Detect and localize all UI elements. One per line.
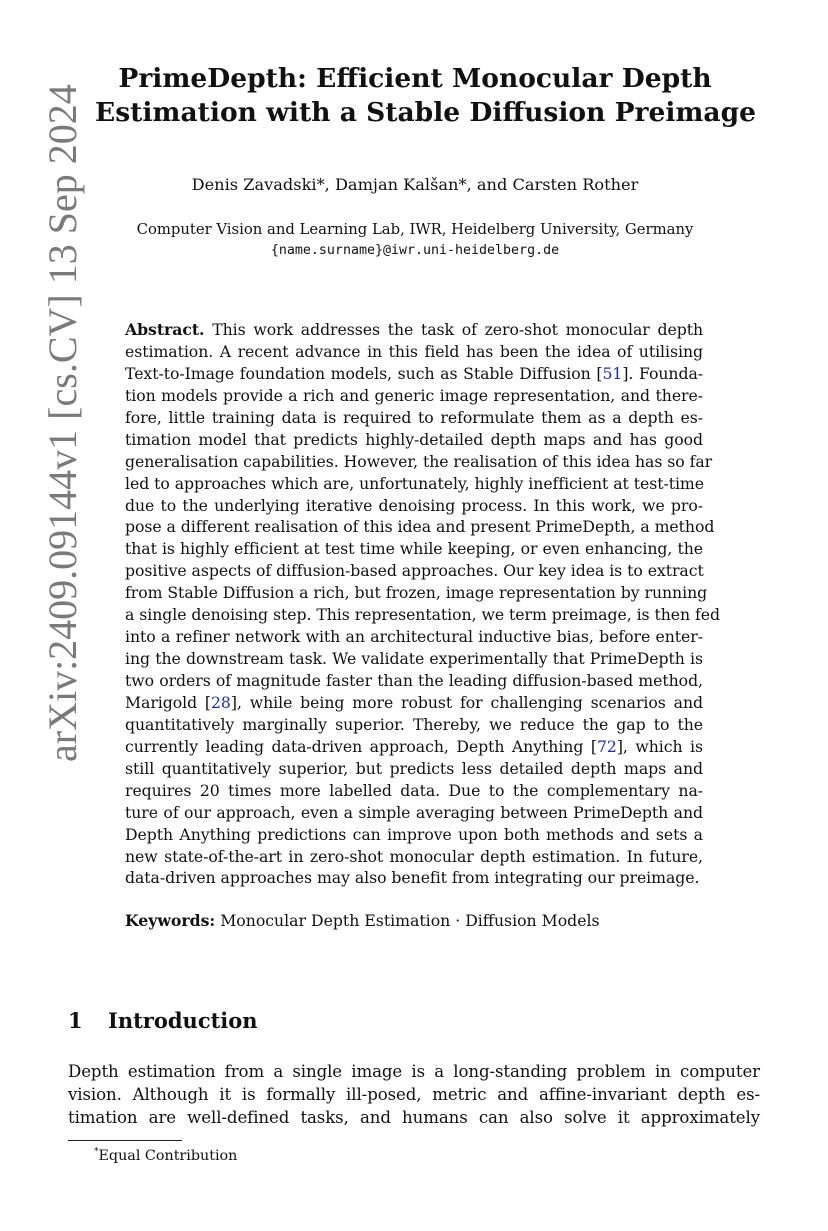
section-number: 1	[68, 1008, 83, 1033]
abstract-line: data-driven approaches may also benefit from integrating our preimage.	[125, 868, 700, 888]
body-line: Depth estimation from a single image is a long-standing problem in computer	[68, 1062, 760, 1081]
abstract-line: into a refiner network with an architectural inductive bias, before enter-	[125, 627, 703, 647]
section-heading	[68, 1008, 258, 1033]
keywords	[125, 911, 703, 930]
abstract-line: a single denoising step. This representation, we term preimage, is then fed	[125, 605, 720, 625]
affiliation-block	[95, 219, 735, 261]
title-line-1: PrimeDepth: Efficient Monocular Depth	[118, 63, 712, 94]
abstract-line: Depth Anything predictions can improve upon both methods and sets a	[125, 824, 703, 844]
abstract-line: that is highly efficient at test time while keeping, or even enhancing, the	[125, 539, 703, 559]
abstract-line: fore, little training data is required to reformulate them as a depth es-	[125, 407, 703, 427]
section-title: Introduction	[108, 1008, 258, 1033]
abstract-line: ing the downstream task. We validate experimentally that PrimeDepth is	[125, 649, 703, 669]
keywords-label: Keywords:	[125, 911, 216, 930]
abstract-line: due to the underlying iterative denoising process. In this work, we pro-	[125, 495, 703, 515]
abstract-line: ture of our approach, even a simple averaging between PrimeDepth and	[125, 802, 703, 822]
abstract-line: still quantitatively superior, but predicts less detailed depth maps and	[125, 758, 703, 778]
abstract-line: led to approaches which are, unfortunately, highly inefficient at test-time	[125, 473, 704, 493]
abstract-line: timation model that predicts highly-detailed depth maps and has good	[125, 429, 703, 449]
citation-link[interactable]: 28	[211, 692, 231, 712]
citation-link[interactable]: 51	[602, 363, 623, 383]
abstract-line: generalisation capabilities. However, the realisation of this idea has so far	[125, 451, 713, 471]
abstract-line: from Stable Diffusion a rich, but frozen, image representation by running	[125, 583, 708, 603]
keywords-text: Monocular Depth Estimation · Diffusion Models	[220, 911, 600, 930]
citation-link[interactable]: 72	[596, 736, 617, 756]
footnote	[94, 1147, 237, 1164]
arxiv-stamp-text: arXiv:2409.09144v1 [cs.CV] 13 Sep 2024	[40, 84, 85, 762]
abstract	[125, 319, 720, 889]
abstract-line: Text-to-Image foundation models, such as Stable Diffusion [51]. Founda-	[125, 363, 703, 383]
body-line: timation are well-defined tasks, and humans can also solve it approximately	[68, 1108, 760, 1127]
abstract-line: estimation. A recent advance in this field has been the idea of utilising	[125, 341, 703, 361]
abstract-line: Abstract. This work addresses the task of zero-shot monocular depth	[125, 320, 704, 339]
affiliation: Computer Vision and Learning Lab, IWR, Heidelberg University, Germany	[136, 221, 694, 238]
abstract-line: tion models provide a rich and generic image representation, and there-	[125, 385, 703, 405]
email-address[interactable]: {name.surname}@iwr.uni-heidelberg.de	[270, 243, 560, 258]
abstract-label: Abstract.	[125, 320, 205, 339]
title-line-2: Estimation with a Stable Diffusion Preimage	[95, 97, 756, 128]
abstract-line: new state-of-the-art in zero-shot monocular depth estimation. In future,	[125, 846, 703, 866]
body-line: vision. Although it is formally ill-posed, metric and affine-invariant depth es-	[68, 1085, 760, 1104]
abstract-line: requires 20 times more labelled data. Due to the complementary na-	[125, 780, 703, 800]
abstract-line: pose a different realisation of this idea and present PrimeDepth, a method	[125, 517, 715, 537]
paper-title	[95, 62, 756, 130]
author-list: Denis Zavadski*, Damjan Kalšan*, and Carsten Rother	[191, 175, 639, 194]
abstract-line: Marigold [28], while being more robust for challenging scenarios and	[125, 692, 703, 712]
footnote-rule	[68, 1140, 182, 1141]
abstract-line: two orders of magnitude faster than the leading diffusion-based method,	[125, 671, 703, 690]
footnote-text: Equal Contribution	[98, 1147, 238, 1164]
intro-paragraph	[68, 1060, 760, 1129]
footnote-mark: *	[94, 1147, 99, 1157]
abstract-line: positive aspects of diffusion-based approaches. Our key idea is to extract	[125, 561, 704, 581]
abstract-line: currently leading data-driven approach, Depth Anything [72], which is	[125, 736, 703, 756]
abstract-line: quantitatively marginally superior. Thereby, we reduce the gap to the	[125, 714, 703, 734]
